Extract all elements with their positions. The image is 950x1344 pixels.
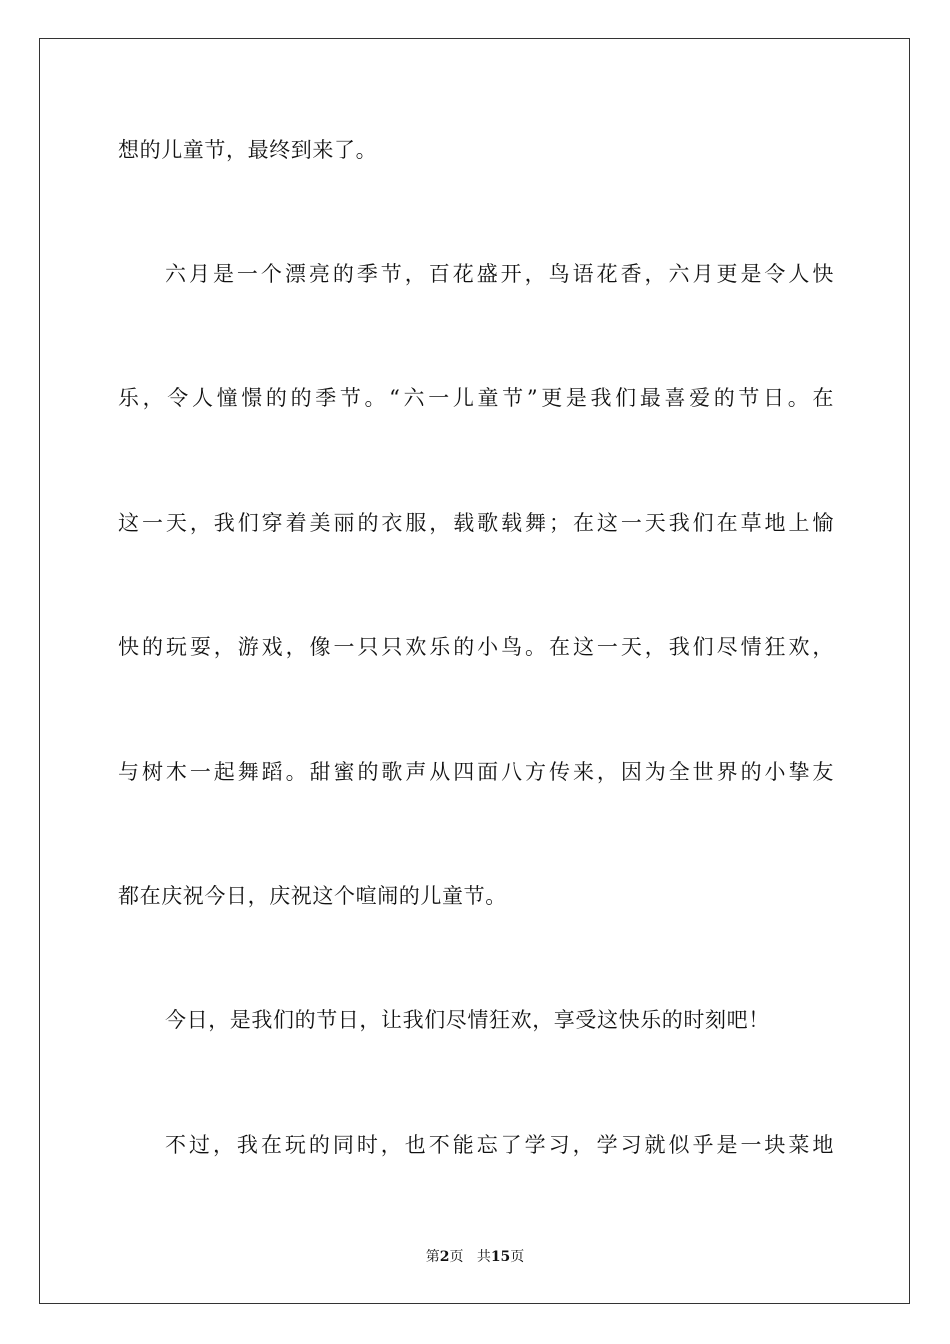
page-number: 2	[439, 1249, 450, 1265]
page-suffix: 页	[449, 1249, 464, 1265]
text-line: 快的玩耍，游戏，像一只只欢乐的小鸟。在这一天，我们尽情狂欢，	[118, 635, 834, 659]
text-line: 与树木一起舞蹈。甜蜜的歌声从四面八方传来，因为全世界的小挚友	[118, 760, 834, 784]
text-line: 不过，我在玩的同时，也不能忘了学习，学习就似乎是一块菜地	[165, 1133, 834, 1157]
total-pages: 15	[490, 1249, 511, 1265]
text-line: 都在庆祝今日，庆祝这个喧闹的儿童节。	[118, 884, 507, 908]
text-line: 乐，令人憧憬的的季节。“六一儿童节”更是我们最喜爱的节日。在	[118, 386, 834, 410]
page-prefix: 第	[425, 1249, 440, 1265]
page-border	[39, 38, 910, 1304]
total-suffix: 页	[510, 1249, 525, 1265]
text-line: 想的儿童节，最终到来了。	[118, 138, 378, 162]
page-footer	[0, 1248, 950, 1266]
text-line: 六月是一个漂亮的季节，百花盛开，鸟语花香，六月更是令人快	[165, 262, 834, 286]
text-line: 这一天，我们穿着美丽的衣服，载歌载舞；在这一天我们在草地上愉	[118, 511, 834, 535]
text-line: 今日，是我们的节日，让我们尽情狂欢，享受这快乐的时刻吧！	[165, 1008, 770, 1032]
total-prefix: 共	[476, 1249, 491, 1265]
